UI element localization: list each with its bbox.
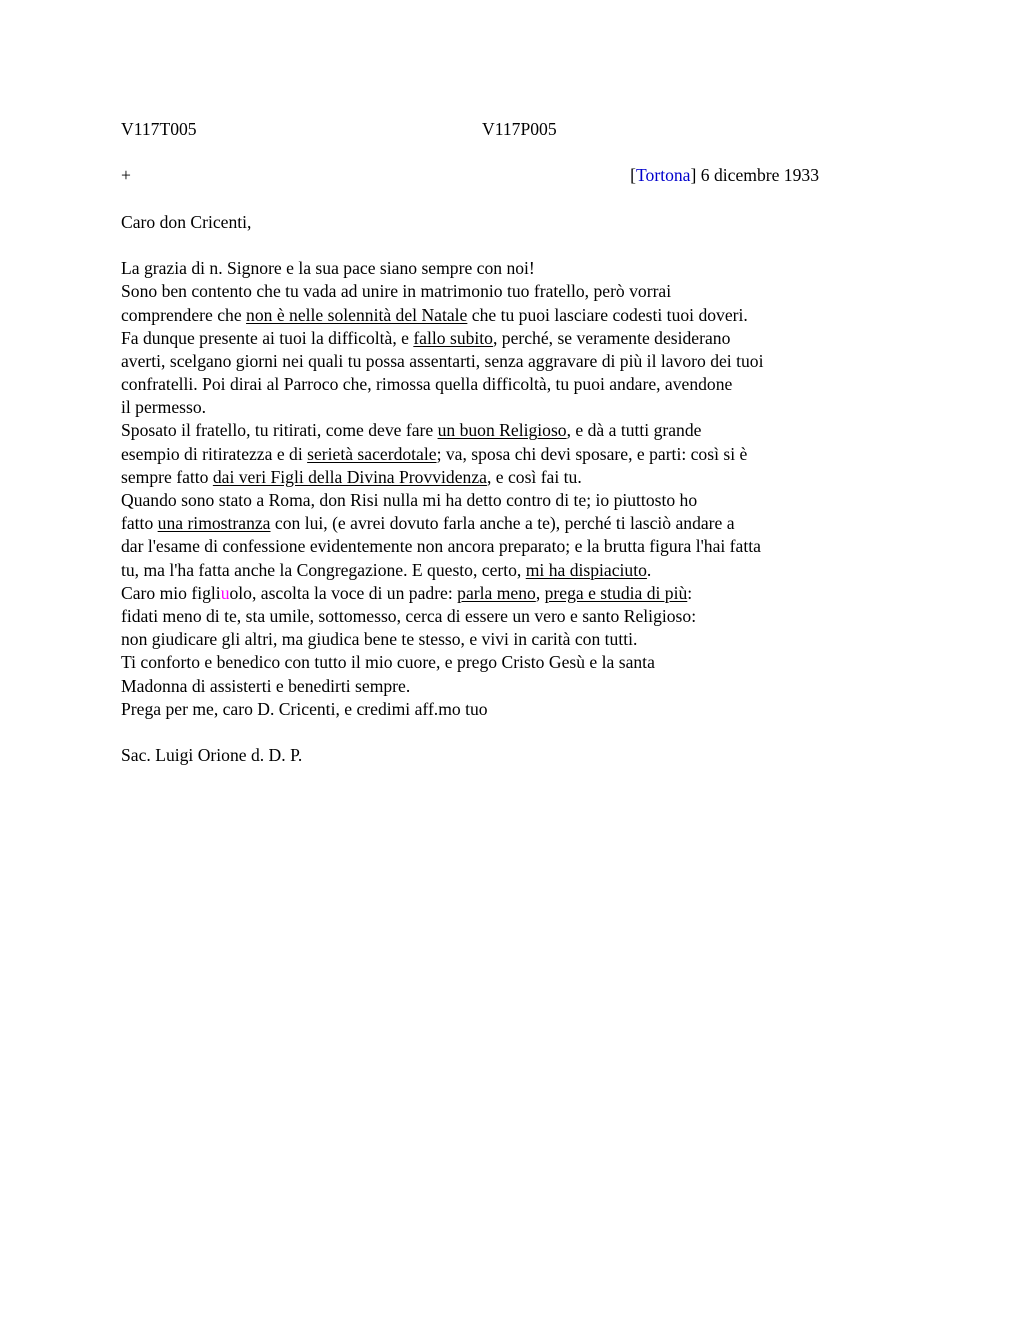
letter-body [121,257,881,721]
bracket-close: ] [690,165,697,186]
bracket-open: [ [630,165,637,186]
body-line: Quando sono stato a Roma, don Risi nulla mi ha detto contro di te; io piuttosto ho [121,490,698,510]
dateline [121,164,881,187]
body-line: non giudicare gli altri, ma giudica bene te stesso, e vivi in carità con tutti. [121,629,638,650]
letter-date: 6 dicembre 1933 [696,165,819,186]
body-line: fidati meno di te, sta umile, sottomesso, cerca di essere un vero e santo Religioso: [121,605,697,626]
left-reference-code: V117T005 [121,119,197,139]
salutation: Caro don Cricenti, [121,211,252,232]
highlighted-letter: u [220,582,230,603]
body-line: fatto una rimostranza con lui, (e avrei dovuto farla anche a te), perché ti lasciò andare a [121,513,735,534]
body-line: Prega per me, caro D. Cricenti, e credimi aff.mo tuo [121,698,488,719]
body-line: comprendere che non è nelle solennità del Natale che tu puoi lasciare codesti tuoi doveri. [121,304,748,325]
right-reference-code: V117P005 [482,119,557,139]
body-line: Caro mio figliuolo, ascolta la voce di un padre: parla meno, prega e studia di più: [121,582,693,603]
underlined-phrase: mi ha dispiaciuto [525,559,647,580]
place-name: Tortona [636,165,691,186]
body-line: Fa dunque presente ai tuoi la difficoltà, e fallo subito, perché, se veramente desiderano [121,327,731,348]
underlined-phrase: prega e studia di più [544,582,688,603]
cross-mark: + [121,165,131,186]
underlined-phrase: parla meno [457,582,536,603]
place-date [630,164,819,187]
body-line: confratelli. Poi dirai al Parroco che, rimossa quella difficoltà, tu puoi andare, avendone [121,374,733,395]
body-line: dar l'esame di confessione evidentemente non ancora preparato; e la brutta figura l'hai fatta [121,536,761,557]
letter-page [121,118,881,767]
underlined-phrase: un buon Religioso [437,420,567,441]
body-line: esempio di ritiratezza e di serietà sacerdotale; va, sposa chi devi sposare, e parti: così si è [121,443,748,464]
underlined-phrase: fallo subito [413,327,493,348]
body-line: Sposato il fratello, tu ritirati, come deve fare un buon Religioso, e dà a tutti grande [121,420,702,441]
underlined-phrase: dai veri Figli della Divina Provvidenza [212,466,487,487]
body-line: il permesso. [121,397,207,418]
body-line: averti, scelgano giorni nei quali tu possa assentarti, senza aggravare di più il lavoro dei tuoi [121,350,764,371]
underlined-phrase: non è nelle solennità del Natale [246,304,468,325]
body-line: Ti conforto e benedico con tutto il mio cuore, e prego Cristo Gesù e la santa [121,652,655,673]
body-line: tu, ma l'ha fatta anche la Congregazione. E questo, certo, mi ha dispiaciuto. [121,559,652,580]
signature: Sac. Luigi Orione d. D. P. [121,745,303,766]
body-line: Madonna di assisterti e benedirti sempre. [121,675,411,696]
underlined-phrase: serietà sacerdotale [307,443,437,464]
body-line: Sono ben contento che tu vada ad unire in matrimonio tuo fratello, però vorrai [121,281,672,302]
reference-header [121,118,881,141]
body-line: La grazia di n. Signore e la sua pace siano sempre con noi! [121,258,535,279]
body-line: sempre fatto dai veri Figli della Divina Provvidenza, e così fai tu. [121,466,582,487]
underlined-phrase: una rimostranza [157,513,271,534]
